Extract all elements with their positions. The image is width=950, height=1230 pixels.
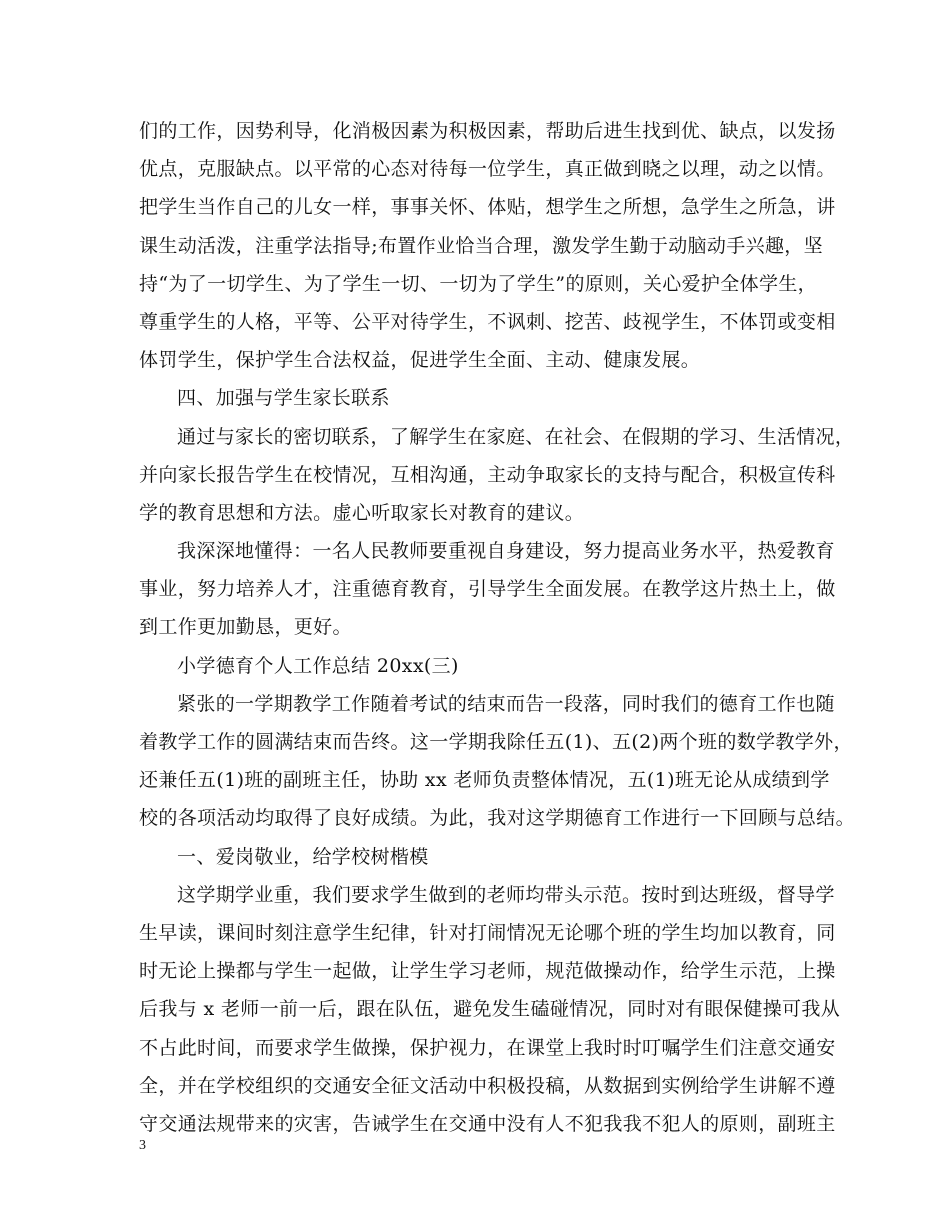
text-line: 课生动活泼，注重学法指导;布置作业恰当合理，激发学生勤于动脑动手兴趣，坚: [139, 234, 824, 257]
text-line: 一、爱岗敬业，给学校树楷模: [177, 845, 429, 868]
text-line: 通过与家长的密切联系，了解学生在家庭、在社会、在假期的学习、生活情况，: [177, 425, 855, 448]
text-line: 把学生当作自己的儿女一样，事事关怀、体贴，想学生之所想，急学生之所急，讲: [139, 196, 836, 219]
text-line: 优点，克服缺点。以平常的心态对待每一位学生，真正做到晓之以理，动之以情。: [139, 158, 836, 181]
text-line: 事业，努力培养人才，注重德育教育，引导学生全面发展。在教学这片热土上，做: [139, 578, 836, 601]
text-line: 体罚学生，保护学生合法权益，促进学生全面、主动、健康发展。: [139, 349, 701, 372]
text-line: 时无论上操都与学生一起做，让学生学习老师，规范做操动作，给学生示范，上操: [139, 960, 836, 983]
text-line: 着教学工作的圆满结束而告终。这一学期我除任五(1)、五(2)两个班的数学教学外，: [139, 731, 853, 753]
text-line: 校的各项活动均取得了良好成绩。为此，我对这学期德育工作进行一下回顾与总结。: [139, 807, 855, 830]
text-line: 四、加强与学生家长联系: [177, 387, 390, 410]
text-line: 并向家长报告学生在校情况，互相沟通，主动争取家长的支持与配合，积极宣传科: [139, 463, 836, 486]
document-body: [139, 112, 855, 1143]
text-line: 学的教育思想和方法。虚心听取家长对教育的建议。: [139, 501, 585, 524]
text-line: 到工作更加勤恳，更好。: [139, 616, 352, 639]
text-line: 这学期学业重，我们要求学生做到的老师均带头示范。按时到达班级，督导学: [177, 883, 835, 906]
text-line: 生早读，课间时刻注意学生纪律，针对打闹情况无论哪个班的学生均加以教育，同: [139, 921, 836, 944]
text-line: 们的工作，因势利导，化消极因素为积极因素，帮助后进生找到优、缺点，以发扬: [139, 120, 836, 142]
text-line: 后我与 x 老师一前一后，跟在队伍，避免发生磕碰情况，同时对有眼保健操可我从: [139, 998, 841, 1021]
text-line: 守交通法规带来的灾害，告诫学生在交通中没有人不犯我我不犯人的原则，副班主: [139, 1112, 836, 1135]
text-line: 不占此时间，而要求学生做操，保护视力，在课堂上我时时叮嘱学生们注意交通安: [139, 1036, 836, 1059]
text-line: 尊重学生的人格，平等、公平对待学生，不讽刺、挖苦、歧视学生，不体罚或变相: [139, 310, 836, 333]
text-line: 全，并在学校组织的交通安全征文活动中积极投稿，从数据到实例给学生讲解不遵: [139, 1074, 836, 1097]
text-line: 我深深地懂得：一名人民教师要重视自身建设，努力提高业务水平，热爱教育: [177, 540, 835, 563]
page-number: 3: [139, 1138, 146, 1153]
text-line: 还兼任五(1)班的副班主任，协助 xx 老师负责整体情况，五(1)班无论从成绩到学: [139, 769, 830, 792]
text-line: 小学德育个人工作总结 20xx(三): [177, 654, 459, 677]
text-line: 持“为了一切学生、为了学生一切、一切为了学生”的原则，关心爱护全体学生，: [139, 272, 818, 295]
text-line: 紧张的一学期教学工作随着考试的结束而告一段落，同时我们的德育工作也随: [177, 692, 835, 715]
